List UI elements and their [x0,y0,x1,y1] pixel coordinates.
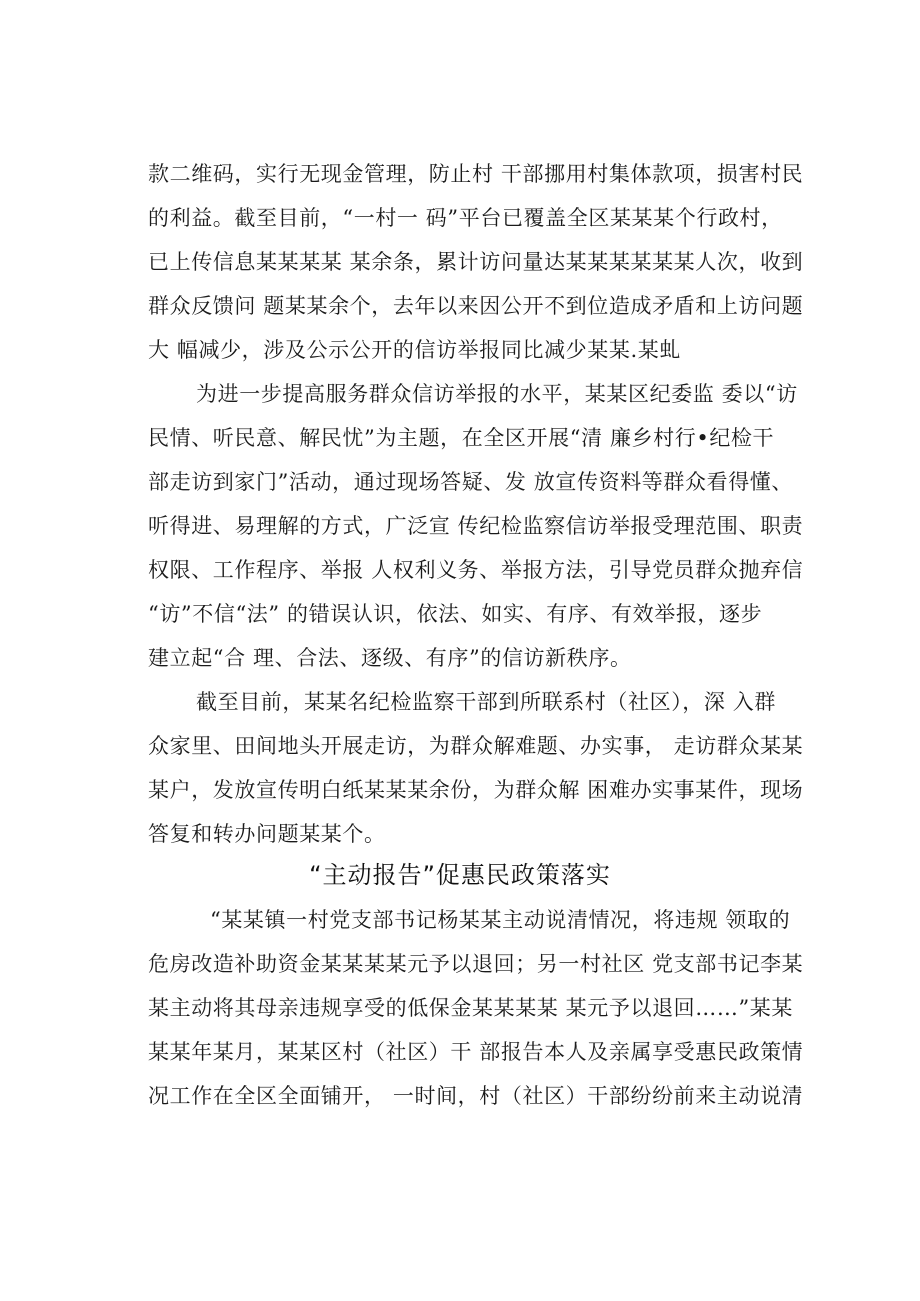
section-heading: “主动报告”促惠民政策落实 [309,861,611,889]
text-line: 民情、听民意、解民忧”为主题，在全区开展“清 廉乡村行•纪检干 [148,426,775,450]
text-line: 某主动将其母亲违规享受的低保金某某某某 某元予以退回……”某某 [148,996,794,1020]
text-line: 大 幅减少，涉及公示公开的信访举报同比减少某某.某虬 [148,338,681,362]
text-line: 答复和转办问题某某个。 [148,822,386,846]
text-line: 危房改造补助资金某某某某元予以退回；另一村社区 党支部书记李某 [148,952,804,976]
text-line: 款二维码，实行无现金管理，防止村 干部挪用村集体款项，损害村民 [148,162,804,186]
text-line: 权限、工作程序、举报 人权利义务、举报方法，引导党员群众抛弃信 [148,558,804,582]
text-line: 某户，发放宣传明白纸某某某余份，为群众解 困难办实事某件，现场 [148,778,804,802]
text-line: 某某年某月，某某区村（社区）干 部报告本人及亲属享受惠民政策情 [148,1040,804,1064]
text-line: “某某镇一村党支部书记杨某某主动说清情况，将违规 领取的 [210,908,791,932]
text-line: 已上传信息某某某某 某余条，累计访问量达某某某某某某人次，收到 [148,250,804,274]
text-line: “访”不信“法” 的错误认识，依法、如实、有序、有效举报，逐步 [148,602,763,626]
text-line: 为进一步提高服务群众信访举报的水平，某某区纪委监 委以“访 [196,382,798,406]
text-line: 况工作在全区全面铺开， 一时间，村（社区）干部纷纷前来主动说清 [148,1084,804,1108]
text-line: 的利益。截至目前，“一村一 码”平台已覆盖全区某某某个行政村， [148,206,783,230]
text-line: 建立起“合 理、合法、逐级、有序”的信访新秩序。 [148,646,632,670]
text-line: 部走访到家门”活动，通过现场答疑、发 放宣传资料等群众看得懂、 [148,470,794,494]
text-line: 群众反馈问 题某某余个，去年以来因公开不到位造成矛盾和上访问题 [148,294,804,318]
text-line: 截至目前，某某名纪检监察干部到所联系村（社区），深 入群 [196,690,776,714]
text-line: 听得进、易理解的方式，广泛宣 传纪检监察信访举报受理范围、职责 [148,514,804,538]
text-line: 众家里、田间地头开展走访，为群众解难题、办实事， 走访群众某某 [148,734,804,758]
